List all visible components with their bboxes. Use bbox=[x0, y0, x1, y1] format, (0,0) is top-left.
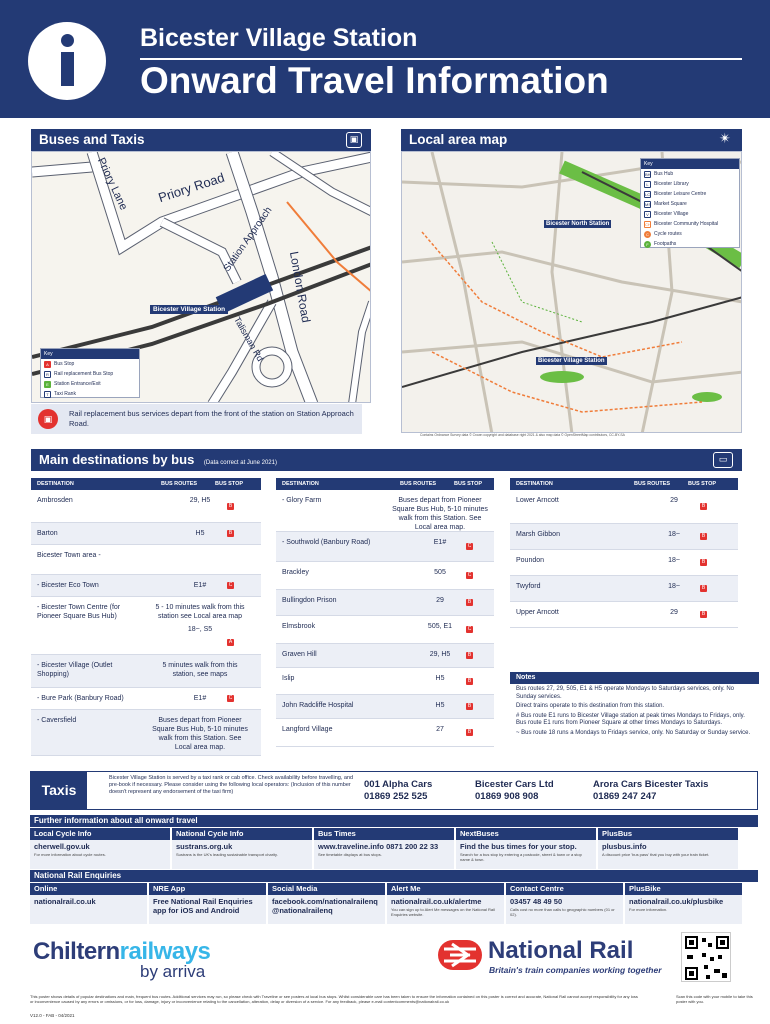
destination-cell: Bullingdon Prison bbox=[282, 597, 337, 604]
street-label: Priory Lane bbox=[94, 155, 130, 213]
key-title: Key bbox=[641, 159, 739, 169]
destination-cell: Lower Arncott bbox=[516, 497, 559, 504]
compass-icon: ✴ bbox=[719, 130, 731, 146]
key-row: C Cycle routes bbox=[641, 229, 739, 239]
bus-stop-badge: C bbox=[228, 582, 233, 588]
destination-cell: - Bicester Eco Town bbox=[37, 582, 99, 589]
key-row: CH Bicester Community Hospital bbox=[645, 221, 719, 227]
info-tile bbox=[506, 883, 623, 924]
routes-text: 5 - 10 minutes walk from this station see Local area map bbox=[155, 604, 245, 620]
note: Direct trains operate to this destination from this station. bbox=[516, 703, 665, 709]
destination-cell: Marsh Gibbon bbox=[516, 531, 560, 538]
bus-stop-badge: B bbox=[467, 703, 472, 709]
local-map-key bbox=[640, 158, 740, 248]
table-row bbox=[276, 644, 494, 668]
info-tile bbox=[598, 828, 738, 869]
info-tile bbox=[172, 828, 312, 869]
market-square-icon: MS bbox=[645, 201, 651, 207]
routes-cell bbox=[392, 562, 488, 577]
tile-description: For more information. bbox=[629, 907, 668, 912]
routes-cell bbox=[151, 545, 249, 551]
tile-link[interactable]: facebook.com/nationalrailenq @nationalrailenq bbox=[272, 897, 378, 915]
table-row bbox=[276, 695, 494, 719]
street-label: London Road bbox=[286, 250, 314, 324]
notes-heading: Notes bbox=[510, 672, 759, 684]
routes-cell bbox=[392, 590, 488, 605]
buses-map-key bbox=[40, 348, 140, 398]
routes-cell bbox=[151, 688, 249, 703]
note: Bus routes 27, 29, 505, E1 & H5 operate Mondays to Saturdays services, only. No Sunday services. bbox=[516, 686, 735, 700]
destination-cell: - Caversfield bbox=[37, 717, 77, 724]
tile-link[interactable]: cherwell.gov.uk bbox=[34, 842, 90, 851]
rail-replacement-note: ▣ Rail replacement bus services depart from the front of the station on Station Approach Road. bbox=[31, 404, 362, 434]
routes-cell bbox=[151, 575, 249, 590]
table-row bbox=[31, 575, 261, 597]
bus-stop-badge: B bbox=[228, 503, 233, 509]
tile-title: PlusBus bbox=[598, 828, 738, 840]
tile-description: You can sign up to Alert Me messages on the National Rail Enquiries website. bbox=[391, 907, 495, 917]
info-tile bbox=[314, 828, 454, 869]
info-tile bbox=[149, 883, 266, 924]
destination-cell: Islip bbox=[282, 675, 295, 682]
tile-description: See timetable displays at bus stops. bbox=[318, 852, 382, 857]
table-row bbox=[276, 490, 494, 532]
table-row bbox=[276, 590, 494, 616]
entrance-icon: E bbox=[44, 381, 51, 388]
destination-cell: Upper Arncott bbox=[516, 609, 559, 616]
key-row: L Bicester Library bbox=[641, 179, 739, 189]
routes-text: E1# bbox=[193, 582, 207, 589]
nre-heading: National Rail Enquiries bbox=[30, 870, 758, 882]
routes-cell bbox=[392, 644, 488, 659]
table-row bbox=[510, 576, 738, 602]
tile-description: A discount price 'bus pass' that you buy with your train ticket. bbox=[602, 852, 710, 857]
taxis-label: Taxis bbox=[31, 772, 87, 809]
destination-cell: - Bure Park (Banbury Road) bbox=[37, 695, 124, 702]
bus-icon: ▣ bbox=[346, 132, 362, 148]
table-row bbox=[276, 668, 494, 695]
table-row bbox=[31, 523, 261, 545]
bus-stop-badge: B bbox=[228, 530, 233, 536]
table-row bbox=[31, 545, 261, 575]
info-tile bbox=[30, 883, 147, 924]
info-tile bbox=[456, 828, 596, 869]
further-info-heading: Further information about all onward travel bbox=[30, 815, 758, 827]
info-icon bbox=[28, 22, 106, 100]
tile-link[interactable]: nationalrail.co.uk bbox=[34, 897, 96, 906]
routes-text: H5 bbox=[435, 702, 445, 709]
routes-text: E1# bbox=[193, 695, 207, 702]
bus-stop-badge: B bbox=[467, 652, 472, 658]
tile-title: Social Media bbox=[268, 883, 385, 895]
routes-cell bbox=[626, 524, 722, 539]
routes-text: 505 bbox=[434, 569, 446, 576]
footpath-icon: F bbox=[644, 241, 651, 248]
version-label: V12.0 - FAB - 04/2021 bbox=[30, 1013, 75, 1018]
arriva-logo: by arriva bbox=[140, 962, 206, 981]
routes-cell bbox=[392, 532, 488, 547]
table-header: DESTINATION BUS ROUTES BUS STOP bbox=[510, 478, 738, 490]
national-rail-icon bbox=[438, 940, 482, 970]
tile-link[interactable]: sustrans.org.uk bbox=[176, 842, 233, 851]
info-tile bbox=[387, 883, 504, 924]
table-row bbox=[31, 655, 261, 688]
key-row: V Bicester Village bbox=[641, 209, 739, 219]
key-row: T Taxi Rank bbox=[41, 389, 139, 399]
cycle-icon: C bbox=[644, 231, 651, 238]
table-row bbox=[276, 719, 494, 747]
table-row bbox=[510, 602, 738, 628]
table-row bbox=[276, 532, 494, 562]
library-icon: L bbox=[644, 181, 651, 188]
tile-title: Online bbox=[30, 883, 147, 895]
bus-stop-badge: C bbox=[467, 626, 472, 632]
key-row: R Rail replacement Bus Stop bbox=[41, 369, 139, 379]
destination-cell: Barton bbox=[37, 530, 58, 537]
key-row: A Bus Stop bbox=[41, 359, 139, 369]
destination-cell: - Glory Farm bbox=[282, 497, 322, 504]
tile-title: National Cycle Info bbox=[172, 828, 312, 840]
destination-cell: Bicester Town area - bbox=[37, 552, 101, 559]
bus-stop-badge: B bbox=[701, 585, 706, 591]
tile-link[interactable]: nationalrail.co.uk/plusbike bbox=[629, 897, 724, 906]
tile-link[interactable]: 03457 48 49 50 bbox=[510, 897, 563, 906]
routes-cell bbox=[392, 668, 488, 683]
disclaimer: This poster shows details of popular destinations and main, frequent bus routes. Additional services may run, so please check with Traveline or see posters at local bus stops. Whilst considerable care has been taken to ensure the information contained on this poster is correct and accurate, National Rail cannot accept responsibility for any loss or inconvenience caused by any errors or omissions, or for loss, damage, injury or inconvenience relating to the cancellation, alteration, delay or diversion of a service. For any feedback, please e-mail contentcomments@nationalrail.co.uk bbox=[30, 994, 638, 1004]
destination-cell: John Radcliffe Hospital bbox=[282, 702, 354, 709]
taxi-company: Bicester Cars Ltd 01869 908 908 bbox=[475, 779, 554, 802]
routes-text: 18~ bbox=[668, 531, 680, 538]
tile-title: NRE App bbox=[149, 883, 266, 895]
tile-link[interactable]: Free National Rail Enquiries app for iOS and Android bbox=[153, 897, 253, 915]
bus-stop-icon: A bbox=[44, 361, 51, 368]
routes-cell bbox=[151, 655, 249, 679]
bus-stop-badge: B bbox=[701, 503, 706, 509]
taxi-company: Arora Cars Bicester Taxis 01869 247 247 bbox=[593, 779, 709, 802]
bus-stop-badge: B bbox=[467, 599, 472, 605]
rail-replacement-bus-icon: ▣ bbox=[38, 409, 58, 429]
destination-cell: Twyford bbox=[516, 583, 541, 590]
scan-note: Scan this code with your mobile to take this poster with you. bbox=[676, 994, 753, 1004]
routes-text: 29 bbox=[436, 597, 444, 604]
routes-text: 18~, S5 bbox=[187, 626, 213, 633]
tile-description: For more information about cycle routes. bbox=[34, 852, 106, 857]
routes-text: E1# bbox=[433, 539, 447, 546]
routes-cell bbox=[626, 602, 722, 617]
routes-text: 505, E1 bbox=[427, 623, 453, 630]
routes-text: Buses depart from Pioneer Square Bus Hub, 5-10 minutes walk from this Station. See Local area map. bbox=[392, 497, 488, 531]
note: ~ Bus route 18 runs a Mondays to Fridays service, only. No Saturday or Sunday service. bbox=[516, 729, 751, 736]
hospital-icon: CH bbox=[645, 221, 651, 227]
destination-cell: - Bicester Town Centre (for Pioneer Square Bus Hub) bbox=[37, 604, 121, 620]
table-row bbox=[31, 597, 261, 655]
tile-link[interactable]: Find the bus times for your stop. bbox=[460, 842, 577, 851]
destination-cell: - Bicester Village (Outlet Shopping) bbox=[37, 662, 113, 678]
routes-cell bbox=[151, 523, 249, 538]
tile-link[interactable]: www.traveline.info 0871 200 22 33 bbox=[318, 842, 439, 851]
local-map-heading: Local area map ✴ bbox=[401, 129, 742, 151]
tile-description: Calls cost no more than calls to geographic numbers (01 or 02). bbox=[510, 907, 615, 917]
taxi-rank-icon: T bbox=[44, 391, 51, 398]
info-tile bbox=[268, 883, 385, 924]
table-row bbox=[31, 710, 261, 756]
station-label: Bicester Village Station bbox=[150, 305, 228, 314]
bus-hub-icon: BH bbox=[645, 171, 651, 177]
taxis-section bbox=[30, 771, 758, 810]
tile-title: PlusBike bbox=[625, 883, 742, 895]
routes-cell bbox=[392, 719, 488, 734]
bus-stop-badge: C bbox=[467, 543, 472, 549]
leisure-centre-icon: LC bbox=[645, 191, 651, 197]
street-label: Priory Road bbox=[156, 169, 227, 206]
destination-cell: Elmsbrook bbox=[282, 623, 316, 630]
info-tile bbox=[625, 883, 742, 924]
street-label: Talisman Rd bbox=[232, 315, 266, 363]
table-row bbox=[31, 688, 261, 710]
taxi-company: 001 Alpha Cars 01869 252 525 bbox=[364, 779, 433, 802]
bus-stop-badge: C bbox=[228, 695, 233, 701]
local-area-map bbox=[401, 151, 742, 433]
chiltern-logo: Chilternrailways bbox=[33, 938, 211, 965]
routes-text: H5 bbox=[435, 675, 445, 682]
key-row: F Footpaths bbox=[641, 239, 739, 249]
tile-link[interactable]: plusbus.info bbox=[602, 842, 647, 851]
destination-cell: - Southwold (Banbury Road) bbox=[282, 539, 371, 546]
destination-cell: Brackley bbox=[282, 569, 309, 576]
table-row bbox=[31, 490, 261, 523]
routes-text: 29, H5 bbox=[429, 651, 451, 658]
table-row bbox=[510, 550, 738, 576]
routes-text: H5 bbox=[195, 530, 205, 537]
station-area-map bbox=[31, 151, 371, 403]
bus-stop-badge: A bbox=[228, 639, 233, 645]
bus-stop-badge: B bbox=[467, 729, 472, 735]
routes-cell bbox=[626, 490, 722, 505]
tile-title: Local Cycle Info bbox=[30, 828, 170, 840]
key-row: LC Bicester Leisure Centre bbox=[645, 191, 707, 197]
routes-cell bbox=[392, 695, 488, 710]
national-rail-tagline: Britain's train companies working together bbox=[489, 965, 662, 975]
key-title: Key bbox=[41, 349, 139, 359]
page-title: Onward Travel Information bbox=[140, 60, 609, 101]
destination-cell: Graven Hill bbox=[282, 651, 317, 658]
tile-description: Sustrans is the UK's leading sustainable transport charity. bbox=[176, 852, 278, 857]
buses-taxis-heading: Buses and Taxis ▣ bbox=[31, 129, 371, 151]
routes-text: 5 minutes walk from this station, see maps bbox=[162, 662, 238, 678]
tile-link[interactable]: nationalrail.co.uk/alertme bbox=[391, 897, 482, 906]
village-icon: V bbox=[644, 211, 651, 218]
table-row bbox=[510, 490, 738, 524]
routes-text: 29, H5 bbox=[189, 497, 211, 504]
main-destinations-heading: Main destinations by bus (Data correct at June 2021) ▭ bbox=[31, 449, 742, 471]
info-tile bbox=[30, 828, 170, 869]
key-row: E Station Entrance/Exit bbox=[41, 379, 139, 389]
key-row: MS Market Square bbox=[645, 201, 687, 207]
bus-icon: ▭ bbox=[713, 452, 733, 468]
station-name: Bicester Village Station bbox=[140, 24, 418, 52]
bus-stop-badge: C bbox=[467, 572, 472, 578]
station-label: Bicester Village Station bbox=[538, 358, 605, 364]
key-row: BH Bus Hub bbox=[645, 171, 674, 177]
routes-cell bbox=[151, 597, 249, 634]
routes-text: 27 bbox=[436, 726, 444, 733]
taxis-description: Bicester Village Station is served by a taxi rank or cab office. Check availability before travelling, and pre-book if necessary. Please consider using the following local operators: (Inclusion of this number doesn't represent any endorsement of the taxi firm) bbox=[109, 775, 354, 795]
destination-cell: Langford Village bbox=[282, 726, 333, 733]
bus-stop-badge: B bbox=[701, 559, 706, 565]
routes-cell bbox=[626, 576, 722, 591]
tile-title: Bus Times bbox=[314, 828, 454, 840]
bus-stop-badge: B bbox=[701, 533, 706, 539]
table-header: DESTINATION BUS ROUTES BUS STOP bbox=[276, 478, 494, 490]
bus-stop-badge: B bbox=[701, 611, 706, 617]
notes-box bbox=[510, 672, 759, 758]
tile-title: NextBuses bbox=[456, 828, 596, 840]
routes-cell bbox=[626, 550, 722, 565]
routes-cell bbox=[392, 616, 488, 631]
tile-description: Search for a bus stop by entering a postcode, street & town or a stop name & town. bbox=[460, 852, 582, 862]
routes-text: 29 bbox=[670, 609, 678, 616]
routes-cell bbox=[151, 490, 249, 505]
tile-title: Alert Me bbox=[387, 883, 504, 895]
national-rail-name: National Rail bbox=[488, 937, 634, 964]
tile-title: Contact Centre bbox=[506, 883, 623, 895]
rail-replacement-icon: R bbox=[44, 371, 51, 378]
qr-code-icon[interactable] bbox=[681, 932, 731, 982]
bus-stop-badge: B bbox=[467, 678, 472, 684]
routes-text: Buses depart from Pioneer Square Bus Hub, 5-10 minutes walk from this Station. See Local area map. bbox=[152, 717, 248, 751]
page-header bbox=[0, 0, 770, 118]
destination-cell: Ambrosden bbox=[37, 497, 73, 504]
table-row bbox=[510, 524, 738, 550]
station-label: Bicester North Station bbox=[546, 221, 610, 227]
table-row bbox=[276, 616, 494, 644]
destination-cell: Poundon bbox=[516, 557, 545, 564]
table-header: DESTINATION BUS ROUTES BUS STOP bbox=[31, 478, 261, 490]
routes-text: 18~ bbox=[668, 583, 680, 590]
routes-text: 29 bbox=[670, 497, 678, 504]
table-row bbox=[276, 562, 494, 590]
routes-cell bbox=[151, 710, 249, 752]
routes-cell bbox=[392, 490, 488, 532]
map-credit: Contains Ordnance Survey data © Crown copyright and database right 2021 & also map data © OpenStreetMap contributors, CC-BY-SA bbox=[420, 433, 625, 437]
note: # Bus route E1 runs to Bicester Village station at peak times Mondays to Fridays, only. Bus route E1 runs from Pioneer Square at other times Mondays to Saturdays. bbox=[516, 712, 745, 726]
routes-text: 18~ bbox=[668, 557, 680, 564]
street-label: Station Approach bbox=[221, 205, 275, 274]
